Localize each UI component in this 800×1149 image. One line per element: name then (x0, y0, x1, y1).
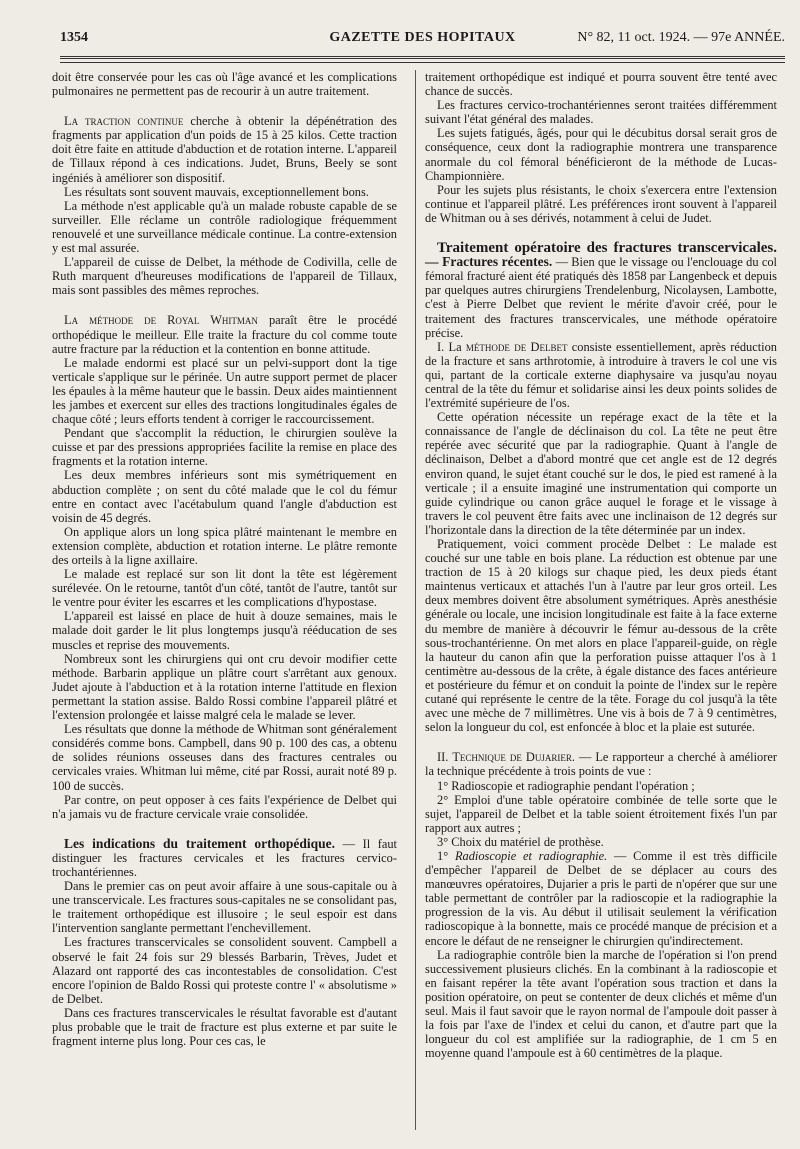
paragraph: Dans ces fractures transcervicales le résultat favorable est d'autant plus probable que le trait de fracture est plus externe et par suite le fragment interne plus long. Pour ces cas, le (52, 1005, 397, 1049)
paragraph: La traction continue cherche à obtenir la dépénétration des fragments par application d'un poids de 15 à 25 kilos. Cette traction doit être faite en attitude d'abduction et de rotation interne. L'appareil de Tillaux répond à ces indications. Judet, Bruns, Beely se sont ingéniés à améliorer son dispositif. (52, 114, 397, 185)
header-rule-thin (60, 62, 785, 63)
paragraph: doit être conservée pour les cas où l'âge avancé et les complications pulmonaires ne permettent pas de recourir à un autre traitement. (52, 70, 397, 99)
header-rule (60, 56, 785, 59)
page-header (60, 30, 785, 52)
paragraph: traitement orthopédique est indiqué et pourra souvent être tenté avec chance de succès. (425, 70, 777, 99)
list-item: 1° Radioscopie et radiographie pendant l'opération ; (437, 778, 695, 793)
journal-title: GAZETTE DES HOPITAUX (329, 30, 516, 45)
page-number: 1354 (60, 30, 88, 45)
paragraph: Nombreux sont les chirurgiens qui ont cru devoir modifier cette méthode. Barbarin applique un plâtre court s'arrêtant aux genoux. Judet ajoute à l'abduction et à la rotation interne l'attitude en flexion permettant la station assise. Baldo Rossi combine l'appareil plâtré et l'extension prolongée et laisse malgré cela le malade se lever. (52, 651, 397, 723)
list-item: 2° Emploi d'une table opératoire combinée de telle sorte que le sujet, l'appareil de Delbet et la table soient étroitement fixés l'un par rapport aux autres ; (425, 792, 777, 835)
section-heading: Les indications du traitement orthopédique. — Il faut distinguer les fractures cervicales et les fractures cervico-trochantériennes. (52, 835, 397, 879)
paragraph: II. Technique de Dujarier. — Le rapporteur a cherché à améliorer la technique précédente à trois points de vue : (425, 750, 777, 779)
paragraph: Le malade est replacé sur son lit dont la tête est légèrement surélevée. On le retourne, tantôt d'un côté, tantôt de l'autre, tantôt sur le ventre pour éviter les escarres et les complications d'hypostase. (52, 567, 397, 610)
paragraph: La méthode de Royal Whitman paraît être le procédé orthopédique le meilleur. Elle traite la fracture du col comme toute autre fracture par la réduction et la contention en bonne attitude. (52, 313, 397, 356)
paragraph: La méthode n'est applicable qu'à un malade robuste capable de se surveiller. Elle réclame un contrôle radiologique fréquemment renouvelé et une surveillance médicale continue. La contre-extension y est mal assurée. (52, 198, 397, 256)
paragraph: Par contre, on peut opposer à ces faits l'expérience de Delbet qui n'a jamais vu de fracture cervicale vraie consolidée. (52, 792, 397, 821)
paragraph: Pour les sujets plus résistants, le choix s'exercera entre l'extension continue et l'appareil plâtré. Les préférences iront souvent à l'appareil de Whitman ou à ses dérivés, notamment à celui de Judet. (425, 182, 777, 225)
paragraph: Pratiquement, voici comment procède Delbet : Le malade est couché sur une table en bois plane. La réduction est obtenue par une traction de 15 à 20 kilogs sur chaque pied, les deux pieds étant maintenus verticaux et attachés l'un à l'autre par leur gros orteil. Les deux membres doivent être absolument symétriques. Après anesthésie générale ou locale, une incision longitudinale est faite à la face externe du membre de manière à découvrir le fémur au-dessous de la crête sous-trochantérienne. On met alors en place l'appareil-guide, on règle la hauteur du canon afin que la perforation puisse attaquer l'os à 1 centimètre au-dessous de la crête, à égale distance des faces antérieure et postérieure du fémur et on conduit la pointe de l'index sur le repère cutané qui représente le centre de la tête. Forage du col jusqu'à la tête avec une mèche de 7 millimètres. Une vis à bois de 7 à 9 centimètres, selon la longueur du col, est enfoncée à bloc et la plaie est suturée. (425, 537, 777, 735)
issue-info: N° 82, 11 oct. 1924. — 97e ANNÉE. (577, 30, 785, 45)
paragraph: Les fractures cervico-trochantériennes seront traitées différemment suivant l'état général des malades. (425, 98, 777, 127)
paragraph: On applique alors un long spica plâtré maintenant le membre en extension complète, abduction et rotation interne. Le plâtre remonte des orteils à la ligne axillaire. (52, 524, 397, 567)
paragraph: Cette opération nécessite un repérage exact de la tête et la connaissance de l'angle de déclinaison du col. La tête ne peut être repérée avec sécurité que par la radiographie. Quant à l'angle de déclinaison, Delbet a d'abord montré que cet angle est de 12 degrés environ quand, le sujet étant couché sur le dos, le pied est ramené à la verticale ; il a ensuite imaginé une instrumentation qui comporte un guide cylindrique ou canon grâce auquel le forage et le vissage à travers le col peuvent être faits avec une inclinaison de 12 degrés sur l'horizontale dans la direction de la tête déterminée par un index. (425, 410, 777, 537)
paragraph: I. La méthode de Delbet consiste essentiellement, après réduction de la fracture et sans arthrotomie, à introduire à travers le col une vis qui, partant de la corticale externe diaphysaire va jusqu'au noyau central de la tête du fémur et solidarise ainsi les deux points solides de l'extrémité supérieure de l'os. (425, 339, 777, 411)
paragraph: Les résultats que donne la méthode de Whitman sont généralement considérés comme bons. Campbell, dans 90 p. 100 des cas, a obtenu de solides réunions osseuses dans des fractures centrales ou cervicales vraies. Whitman lui même, cité par Rossi, aurait noté 89 p. 100 de succès. (52, 722, 397, 793)
paragraph: Les fractures transcervicales se consolident souvent. Campbell a observé le fait 24 fois sur 29 blessés Barbarin, Trèves, Judet et Alazard ont rapporté des cas incontestables de consolidation. C'est encore l'opinion de Baldo Rossi qui proteste contre l' « absolutisme » de Delbet. (52, 935, 397, 1006)
paragraph: Les résultats sont souvent mauvais, exceptionnellement bons. (64, 184, 369, 199)
paragraph: Le malade endormi est placé sur un pelvi-support dont la tige verticale s'applique sur le périnée. Un autre support permet de placer les épaules à la même hauteur que le bassin. Deux aides maintiennent les jambes et exercent sur elles des tractions longitudinales égales de chaque côté ; leurs efforts tendent à corriger le raccourcissement. (52, 355, 397, 427)
paragraph: L'appareil de cuisse de Delbet, la méthode de Codivilla, celle de Ruth marquent d'heureuses modifications de l'appareil de Tillaux, mais sont passibles des mêmes reproches. (52, 255, 397, 298)
paragraph: Les deux membres inférieurs sont mis symétriquement en abduction complète ; on sent du côté malade que le col du fémur entre en contact avec l'acétabulum quand l'angle d'abduction est voisin de 45 degrés. (52, 468, 397, 525)
paragraph: L'appareil est laissé en place de huit à douze semaines, mais le malade doit garder le lit plus longtemps jusqu'à rééducation de ses muscles et reprise des mouvements. (52, 609, 397, 652)
list-item: 3° Choix du matériel de prothèse. (437, 834, 604, 849)
paragraph: Les sujets fatigués, âgés, pour qui le décubitus dorsal serait gros de conséquence, ceux dont la radiographie montrera une transparence anormale du col fémoral bénéficieront de la méthode de Lucas-Championnière. (425, 126, 777, 183)
paragraph: 1° Radioscopie et radiographie. — Comme il est très difficile d'empêcher l'appareil de Delbet de se déplacer au cours des manœuvres opératoires, Dujarier a pris le parti de n'opérer que sur une table permettant de contrôler par la radioscopie et la radiographie la progression de la vis. Au début il utilisait seulement la vérification radioscopique à la bonnette, mais ce procédé manque de précision et a encore le défaut de ne renseigner le chirurgien qu'indirectement. (425, 848, 778, 948)
column-separator (415, 70, 416, 1130)
left-column (52, 70, 397, 1048)
paragraph: Dans le premier cas on peut avoir affaire à une sous-capitale ou à une transcervicale. Les fractures sous-capitales ne se consolidant pas, le traitement orthopédique est illusoire ; le seul espoir est dans l'intervention sanglante permettant l'enchevillement. (52, 879, 397, 936)
paragraph: Pendant que s'accomplit la réduction, le chirurgien soulève la cuisse et par des pressions appropriées facilite la remise en place des fragments et la rotation interne. (52, 426, 397, 469)
section-heading: Traitement opératoire des fractures transcervicales. — Fractures récentes. — Bien que le vissage ou l'enclouage du col fémoral fracturé aient été pratiqués dès 1858 par Langenbeck et depuis par quelques autres chirurgiens Trendelenburg, Nicolaysen, Lambotte, c'est à Pierre Delbet que revient le mérite d'avoir créé, pour le traitement des fractures transcervicales, une méthode opératoire précise. (425, 240, 778, 340)
right-column (425, 70, 777, 1060)
paragraph: La radiographie contrôle bien la marche de l'opération si l'on prend successivement plusieurs clichés. En la combinant à la radioscopie et en faisant repérer la tête avant l'opération sous traction et dans la position opératoire, on peut se contenter de deux clichés et même d'un seul. Mais il faut savoir que le rayon normal de l'ampoule doit passer à la fois par l'axe de l'index et celui du canon, et d'autre part que la longueur du col est amplifiée sur la radiographie, de 1 cm 5 en moyenne quand l'ampoule est à 60 centimètres de la plaque. (425, 947, 777, 1061)
